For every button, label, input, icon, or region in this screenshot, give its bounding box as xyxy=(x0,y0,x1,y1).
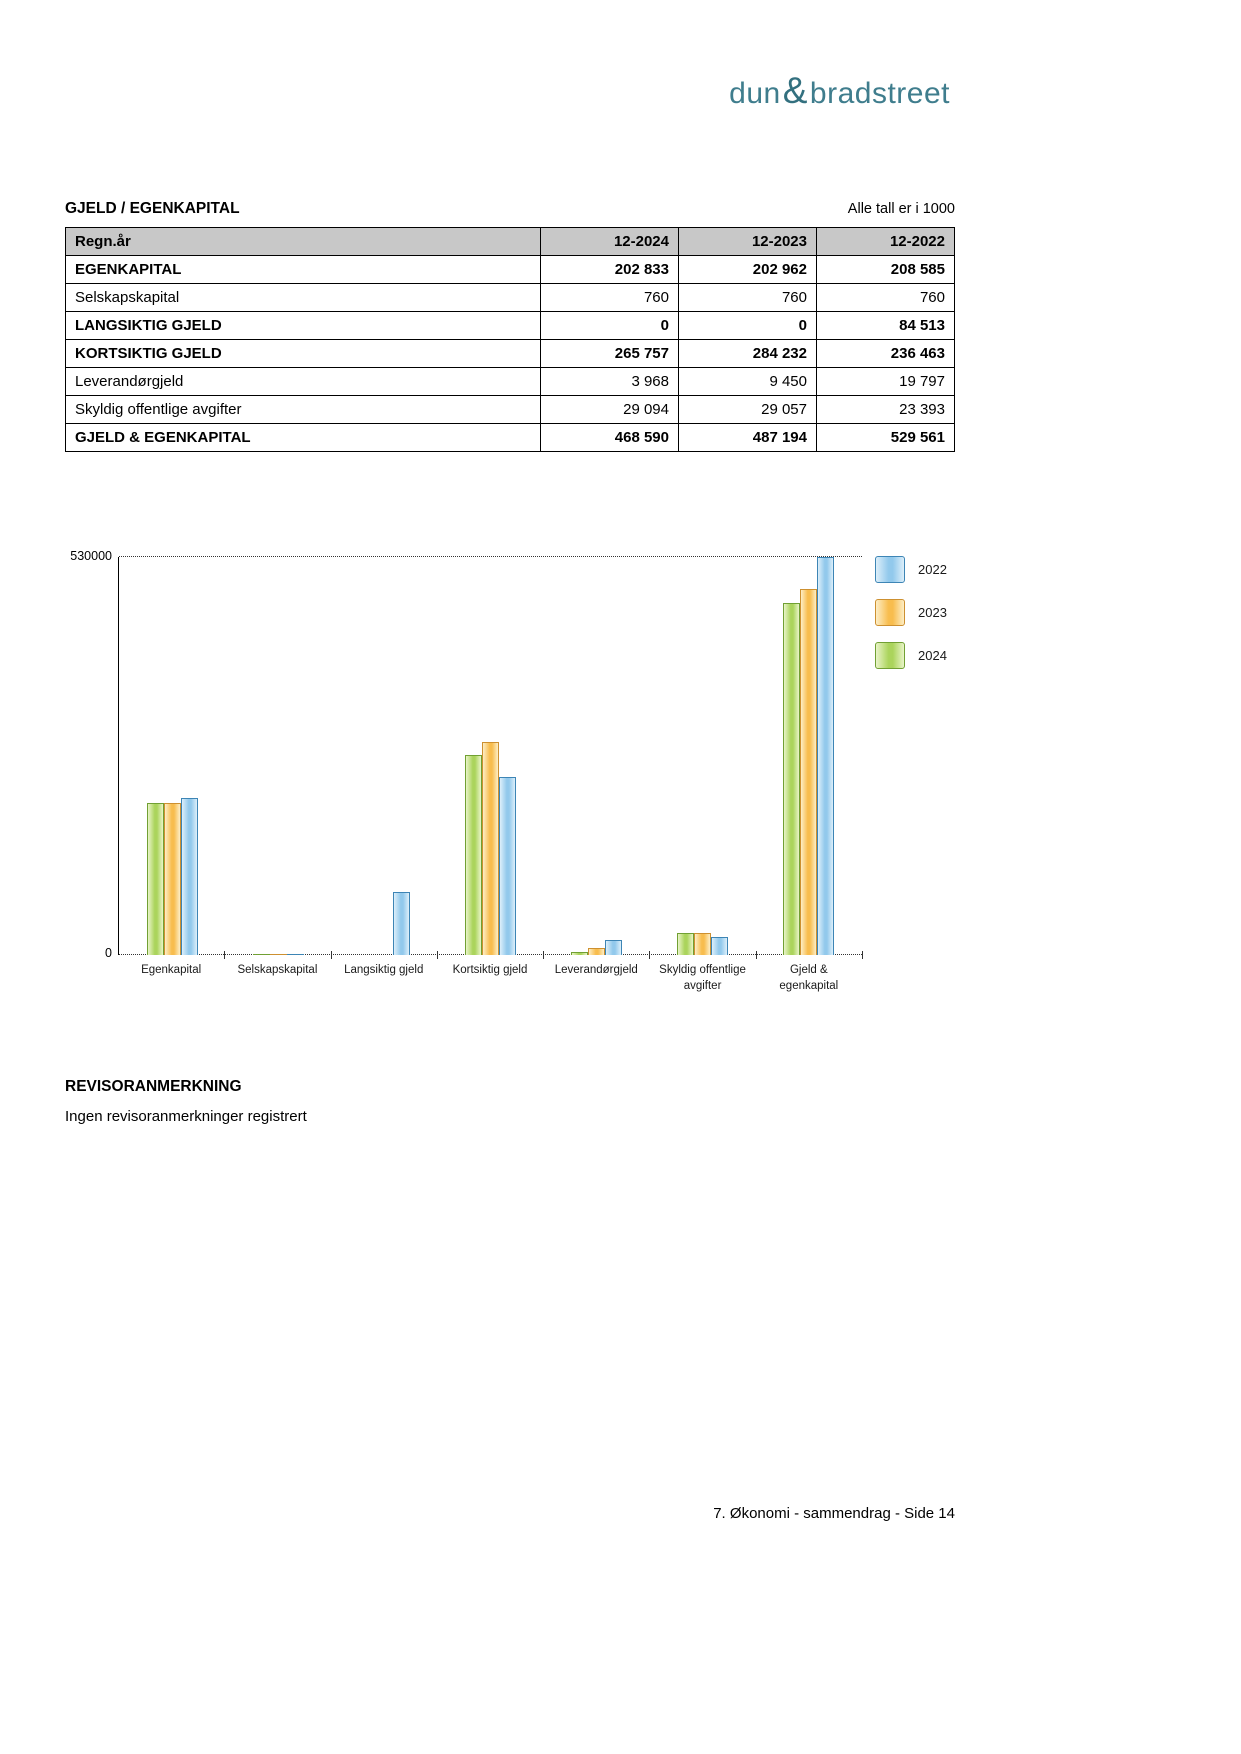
category-label: Kortsiktig gjeld xyxy=(452,964,528,976)
y-axis-label-zero: 0 xyxy=(105,946,112,960)
legend-label: 2024 xyxy=(918,648,947,663)
axis-tick xyxy=(862,951,863,959)
bar-2022 xyxy=(711,937,728,955)
row-value: 0 xyxy=(541,312,679,340)
category-label: Egenkapital xyxy=(141,964,202,976)
chart-groups xyxy=(119,557,862,955)
row-value: 236 463 xyxy=(817,340,955,368)
bar-group xyxy=(119,557,225,955)
chart-legend xyxy=(875,556,947,685)
unit-note: Alle tall er i 1000 xyxy=(847,201,955,217)
logo-part1: dun xyxy=(729,77,781,110)
row-label: GJELD & EGENKAPITAL xyxy=(66,424,541,452)
table-body xyxy=(66,256,955,452)
axis-tick xyxy=(756,951,757,959)
header-cell: 12-2022 xyxy=(817,228,955,256)
header-cell: 12-2023 xyxy=(679,228,817,256)
bar-group xyxy=(225,557,331,955)
bar-2023 xyxy=(482,742,499,955)
row-value: 760 xyxy=(679,284,817,312)
logo-ampersand-icon: & xyxy=(782,70,808,111)
table-row xyxy=(66,256,955,284)
table-row xyxy=(66,424,955,452)
axis-tick xyxy=(437,951,438,959)
balance-table xyxy=(65,227,955,452)
legend-label: 2023 xyxy=(918,605,947,620)
row-value: 202 962 xyxy=(679,256,817,284)
bar-2022 xyxy=(817,557,834,955)
row-value: 19 797 xyxy=(817,368,955,396)
bar-group xyxy=(756,557,862,955)
row-value: 202 833 xyxy=(541,256,679,284)
footer-text: 7. Økonomi - sammendrag - Side 14 xyxy=(713,1505,955,1522)
category-label: Langsiktig gjeld xyxy=(344,964,424,976)
category-label: Leverandørgjeld xyxy=(554,964,638,976)
row-value: 208 585 xyxy=(817,256,955,284)
legend-swatch-2024 xyxy=(875,642,905,669)
legend-swatch-2023 xyxy=(875,599,905,626)
row-value: 487 194 xyxy=(679,424,817,452)
section-title: GJELD / EGENKAPITAL xyxy=(65,200,240,217)
bar-group xyxy=(650,557,756,955)
revisor-text: Ingen revisoranmerkninger registrert xyxy=(65,1108,307,1125)
bar-2023 xyxy=(164,803,181,955)
bar-2023 xyxy=(694,933,711,955)
logo-part2: bradstreet xyxy=(809,77,950,110)
category-label: Gjeld & egenkapital xyxy=(779,964,839,993)
table-header-row xyxy=(66,228,955,256)
axis-tick xyxy=(543,951,544,959)
row-value: 529 561 xyxy=(817,424,955,452)
table-row xyxy=(66,396,955,424)
legend-label: 2022 xyxy=(918,562,947,577)
row-value: 84 513 xyxy=(817,312,955,340)
bar-2024 xyxy=(783,603,800,955)
row-value: 0 xyxy=(679,312,817,340)
dun-bradstreet-logo xyxy=(729,70,950,112)
section-header xyxy=(65,200,955,218)
bar-2022 xyxy=(287,954,304,955)
legend-swatch-2022 xyxy=(875,556,905,583)
row-value: 265 757 xyxy=(541,340,679,368)
category-label: Skyldig offentlige avgifter xyxy=(659,964,746,993)
bar-2022 xyxy=(181,798,198,955)
bar-2022 xyxy=(499,777,516,955)
row-value: 468 590 xyxy=(541,424,679,452)
legend-item xyxy=(875,556,947,583)
category-label: Selskapskapital xyxy=(237,964,318,976)
table-row xyxy=(66,368,955,396)
row-label: Skyldig offentlige avgifter xyxy=(66,396,541,424)
bar-2024 xyxy=(571,952,588,955)
bar-2023 xyxy=(800,589,817,955)
row-value: 29 057 xyxy=(679,396,817,424)
revisor-title: REVISORANMERKNING xyxy=(65,1078,242,1095)
table-row xyxy=(66,284,955,312)
bar-group xyxy=(437,557,543,955)
bar-2023 xyxy=(588,948,605,955)
table-row xyxy=(66,312,955,340)
row-value: 3 968 xyxy=(541,368,679,396)
bar-group xyxy=(331,557,437,955)
y-axis-label-max: 530000 xyxy=(70,549,112,563)
table-row xyxy=(66,340,955,368)
row-label: LANGSIKTIG GJELD xyxy=(66,312,541,340)
bar-2023 xyxy=(270,954,287,955)
axis-tick xyxy=(224,951,225,959)
axis-tick xyxy=(649,951,650,959)
chart-plot xyxy=(118,557,862,955)
bar-group xyxy=(544,557,650,955)
category-labels xyxy=(118,962,862,994)
row-value: 760 xyxy=(541,284,679,312)
row-value: 9 450 xyxy=(679,368,817,396)
row-label: KORTSIKTIG GJELD xyxy=(66,340,541,368)
row-label: Selskapskapital xyxy=(66,284,541,312)
row-value: 29 094 xyxy=(541,396,679,424)
bar-2024 xyxy=(677,933,694,955)
bar-2022 xyxy=(393,892,410,955)
row-value: 23 393 xyxy=(817,396,955,424)
header-cell: Regn.år xyxy=(66,228,541,256)
header-cell: 12-2024 xyxy=(541,228,679,256)
bar-2024 xyxy=(147,803,164,955)
bar-2022 xyxy=(605,940,622,955)
row-value: 284 232 xyxy=(679,340,817,368)
bar-2024 xyxy=(253,954,270,955)
axis-tick xyxy=(331,951,332,959)
row-label: Leverandørgjeld xyxy=(66,368,541,396)
row-label: EGENKAPITAL xyxy=(66,256,541,284)
row-value: 760 xyxy=(817,284,955,312)
bar-2024 xyxy=(465,755,482,955)
legend-item xyxy=(875,642,947,669)
legend-item xyxy=(875,599,947,626)
